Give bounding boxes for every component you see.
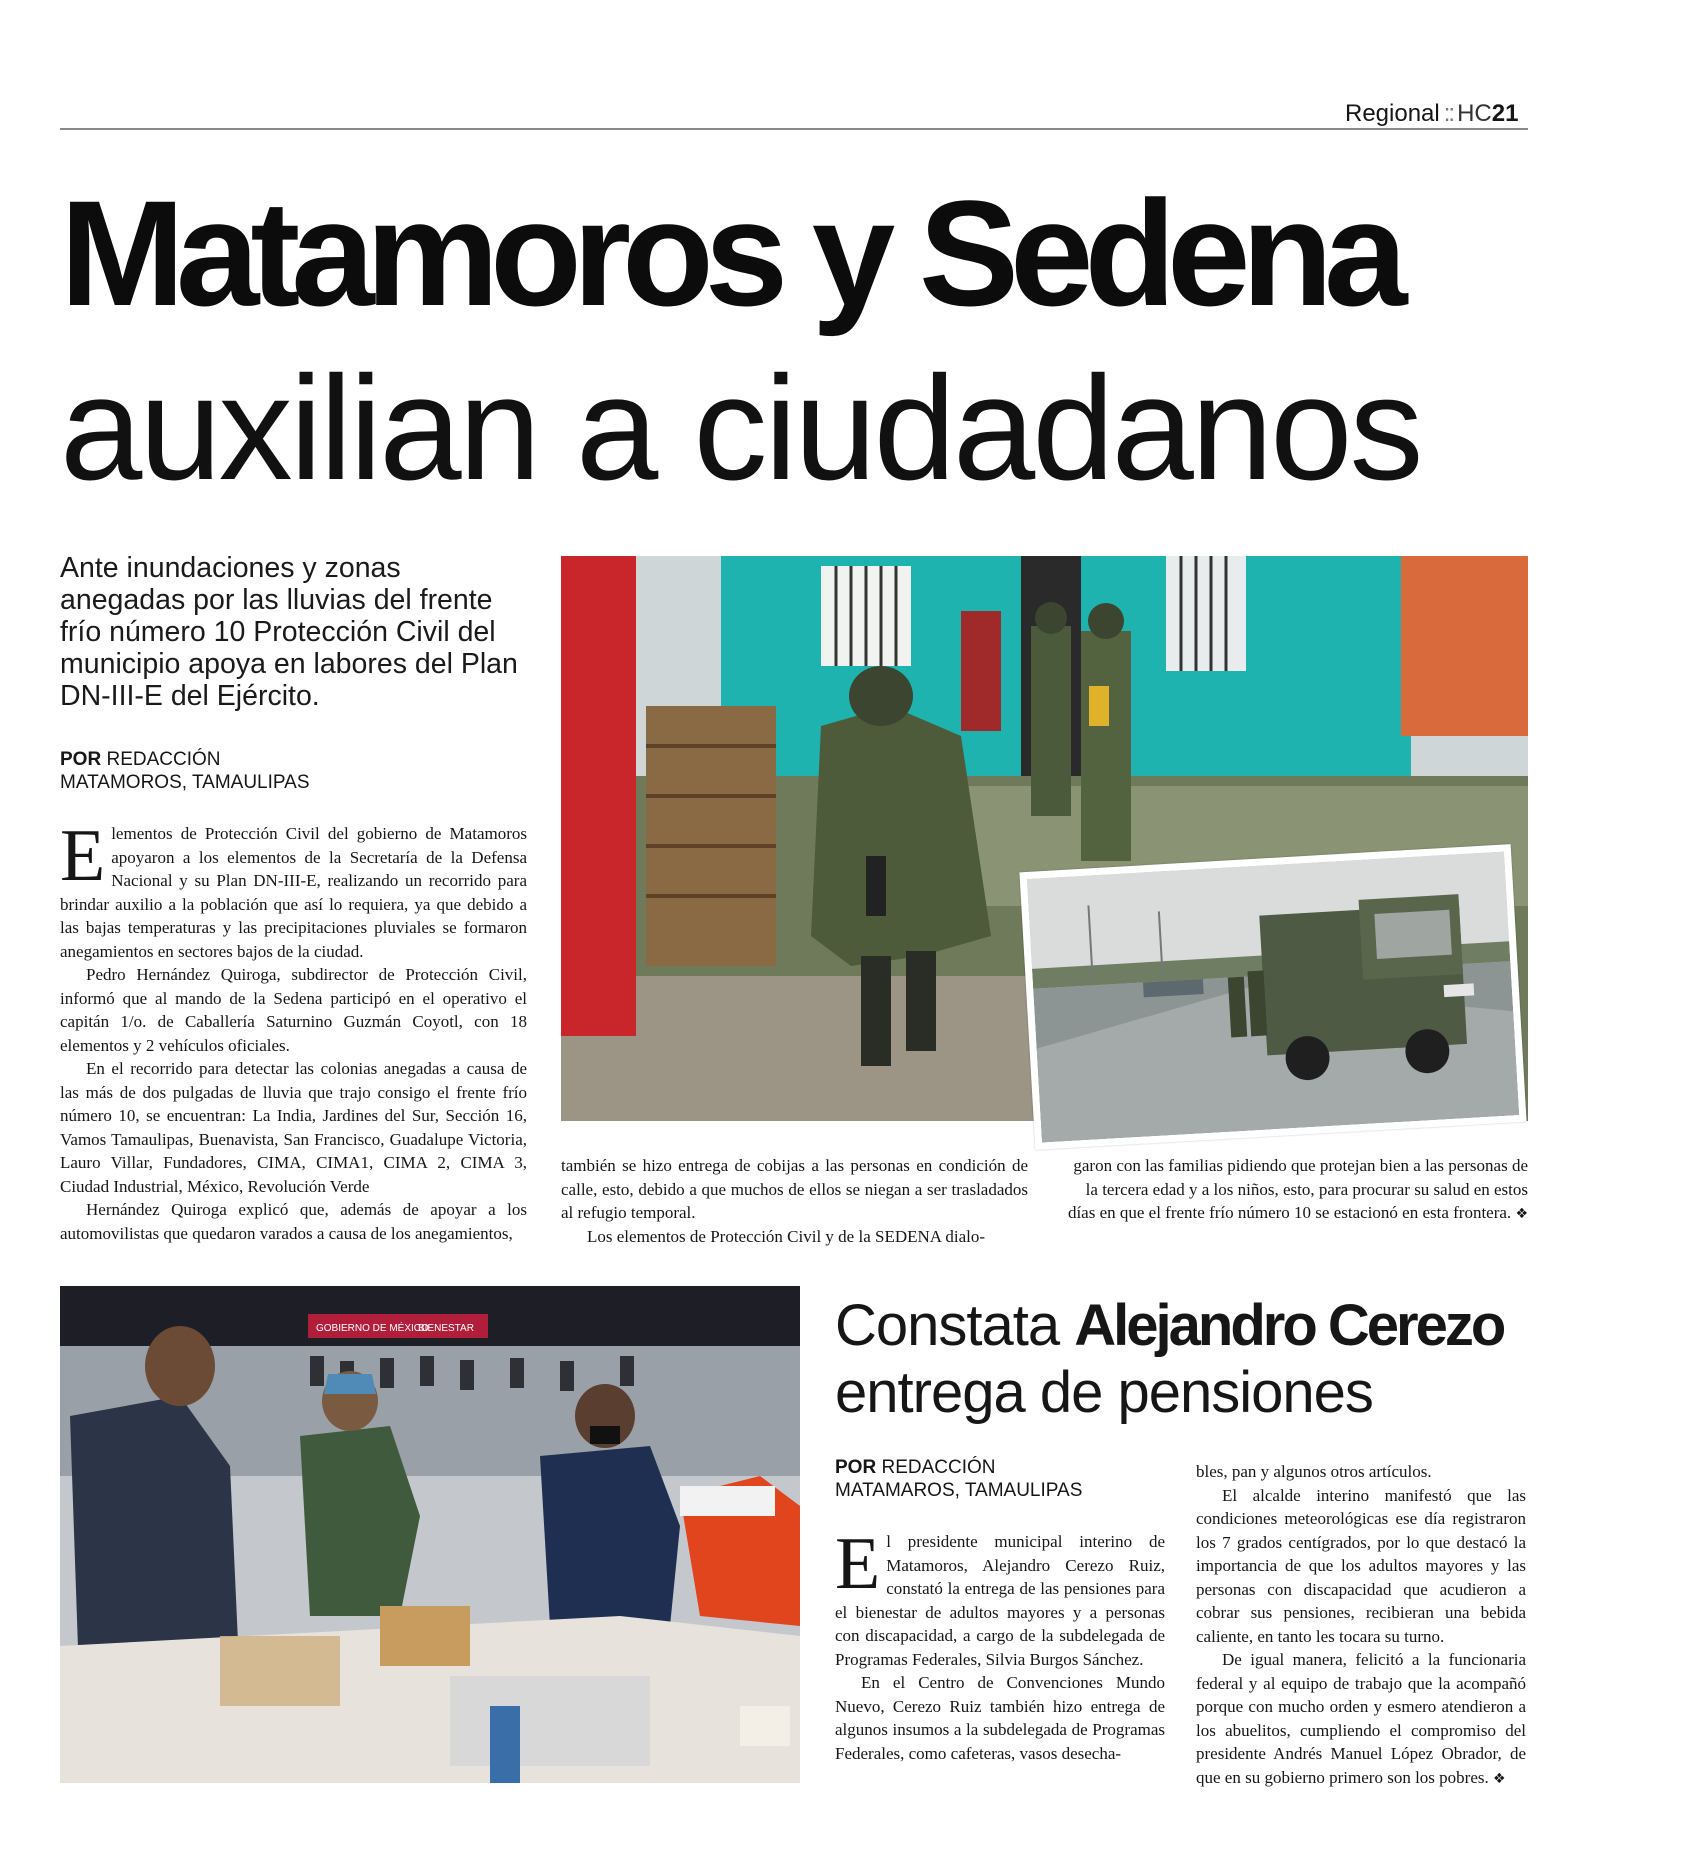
photo-pension-event [60,1286,800,1783]
end-mark-icon: ❖ [1515,1206,1528,1222]
headline-main-line1: Matamoros y Sedena [60,169,1399,337]
byline-place: MATAMOROS, TAMAULIPAS [60,772,310,793]
folio-separator-icon: :: [1443,100,1454,127]
article2-byline [835,1456,1082,1502]
dropcap: E [835,1523,881,1605]
article1-deck: Ante inundaciones y zonas anegadas por las lluvias del frente frío número 10 Protección Civil del municipio apoya en labores del Plan DN-III-E del Ejército. [60,552,518,712]
headline-second-line2: entrega de pensiones [835,1360,1373,1425]
article2-paragraph: En el Centro de Convenciones Mundo Nuevo, Cerezo Ruiz también hizo entrega de algunos insumos a la subdelegada de Programas Federales, como cafeteras, vasos desecha- [835,1673,1165,1763]
article2-column-1 [835,1523,1165,1765]
byline-author: REDACCIÓN [881,1457,996,1478]
dropcap: E [60,815,106,897]
headline-main-line2: auxilian a ciudadanos [60,346,1421,511]
section-name: Regional [1345,100,1440,127]
headline-second-bold: Alejandro Cerezo [1074,1293,1504,1358]
page-folio [1345,100,1518,128]
end-mark-icon: ❖ [1492,1770,1506,1787]
article1-paragraph: En el recorrido para detectar las colonias anegadas a causa de las más de dos pulgadas de lluvia que trajo consigo el frente frío número 10, se encuentran: La India, Jardines del Sur, Sección 16, Vamos Tamaulipas, Buenavista, San Francisco, Guadalupe Victoria, Lauro Villar, Fundadores, CIMA, CIMA1, CIMA 2, CIMA 3, Ciudad Industrial, México, Revolución Verde [60,1059,527,1196]
photo-military-truck [1019,844,1526,1150]
byline-por: POR [835,1457,877,1478]
article1-paragraph: garon con las familias pidiendo que protejan bien a las personas de la tercera edad y a los niños, esto, para procurar su salud en estos días en que el frente frío número 10 se estacionó en esta frontera. ❖ [1067,1156,1528,1222]
article1-paragraph: Hernández Quiroga explicó que, además de apoyar a los automovilistas que quedaron varados a causa de los anegamientos, [60,1200,527,1243]
byline-author: REDACCIÓN [106,749,221,770]
article1-paragraph: Los elementos de Protección Civil y de la SEDENA dialo- [587,1226,986,1246]
article2-paragraph: bles, pan y algunos otros artículos. [1196,1462,1432,1481]
banner-right-text: BIENESTAR [418,1323,474,1334]
article1-paragraph: Elementos de Protección Civil del gobierno de Matamoros apoyaron a los elementos de la Secretaría de la Defensa Nacional y su Plan DN-III-E, realizando un recorrido para brindar auxilio a la población que así lo requiera, ya que debido a las bajas temperaturas y las precipitaciones pluviales se formaron anegamientos en sectores bajos de la ciudad. [60,815,527,961]
header-rule [60,128,1528,130]
article1-column-1 [60,815,527,1245]
article1-byline [60,748,310,794]
article1-paragraph: Pedro Hernández Quiroga, subdirector de Protección Civil, informó que al mando de la Sedena participó en el operativo el capitán 1/o. de Caballería Saturnino Guzmán Coyotl, con 18 elementos y 2 vehículos oficiales. [60,965,527,1055]
article2-column-2 [1196,1460,1526,1791]
headline-second-light: Constata [835,1293,1075,1358]
headline-second-line1 [835,1293,1504,1358]
banner-left-text: GOBIERNO DE MÉXICO [316,1323,429,1334]
article2-paragraph: De igual manera, felicitó a la funcionaria federal y al equipo de trabajo que la acompañó porque con mucho orden y esmero atendieron a los abuelitos, cumpliendo el compromiso del presidente Andrés Manuel López Obrador, de que en su gobierno primero son los pobres. ❖ [1196,1650,1526,1787]
byline-place: MATAMAROS, TAMAULIPAS [835,1480,1083,1501]
paper-initials: HC [1457,100,1492,127]
photo-military-truck-illustration [1027,851,1519,1142]
article2-paragraph: El alcalde interino manifestó que las condiciones meteorológicas ese día registraron los 7 grados centígrados, por lo que destacó la importancia de que los adultos mayores y las personas con discapacidad que acudieron a cobrar sus pensiones, recibieran una bebida caliente, en tanto les tocara su turno. [1196,1485,1526,1646]
article1-column-3 [1062,1154,1528,1227]
article2-paragraph: El presidente municipal interino de Matamoros, Alejandro Cerezo Ruiz, constató la entrega de las pensiones para el bienestar de adultos mayores y a personas con discapacidad, a cargo de la subdelegada de Programas Federales, Silvia Burgos Sánchez. [835,1523,1165,1669]
photo-pension-event-illustration [60,1286,800,1783]
article1-paragraph: también se hizo entrega de cobijas a las personas en condición de calle, esto, debido a que muchos de ellos se niegan a ser trasladados al refugio temporal. [561,1156,1028,1222]
article1-column-2 [561,1154,1028,1248]
byline-por: POR [60,749,102,770]
page-number: 21 [1491,100,1519,127]
